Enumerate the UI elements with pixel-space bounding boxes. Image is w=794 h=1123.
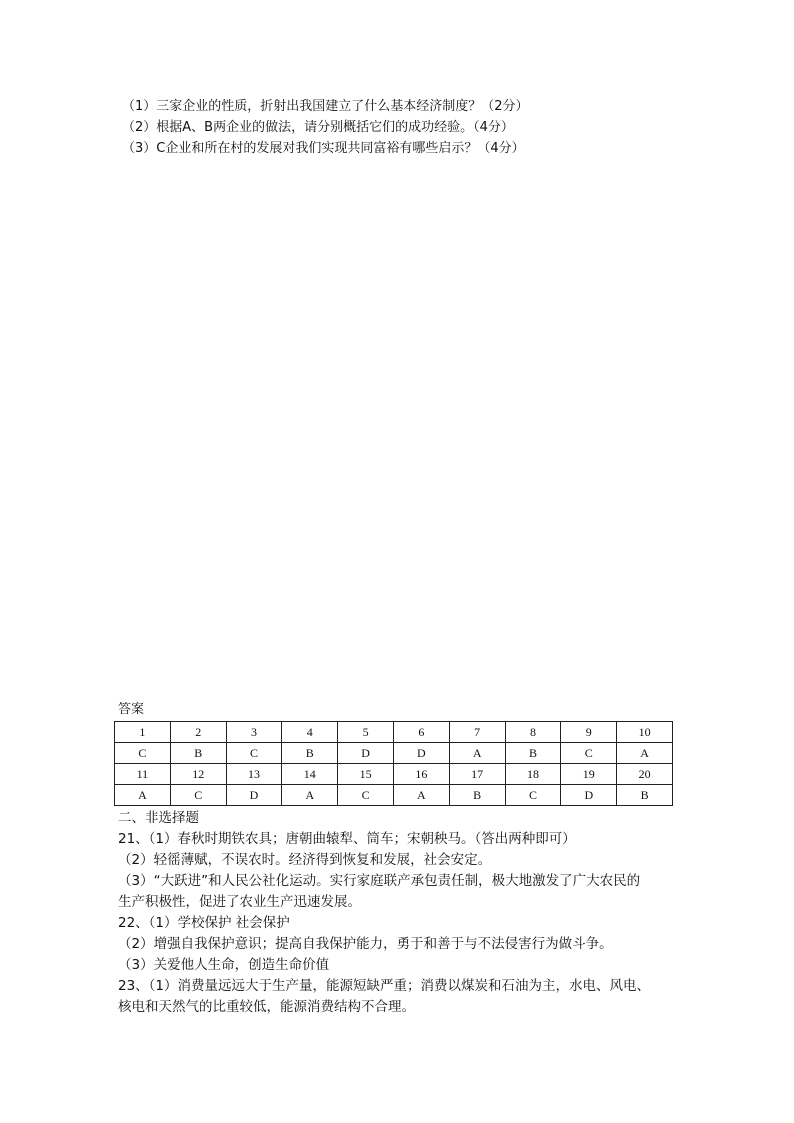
table-cell: C — [561, 743, 617, 764]
table-cell: C — [338, 785, 394, 806]
answer-line: 核电和天然气的比重较低，能源消费结构不合理。 — [118, 999, 415, 1015]
table-cell: 13 — [226, 764, 282, 785]
table-cell: 11 — [115, 764, 171, 785]
table-cell: 19 — [561, 764, 617, 785]
table-cell: 15 — [338, 764, 394, 785]
answer-line: （3）“大跃进”和人民公社化运动。实行家庭联产承包责任制，极大地激发了广大农民的 — [118, 873, 641, 889]
table-row — [115, 785, 673, 806]
table-cell: 20 — [617, 764, 673, 785]
table-cell: B — [449, 785, 505, 806]
table-cell: 16 — [393, 764, 449, 785]
question-2: （2）根据A、B两企业的做法，请分别概括它们的成功经验。（4分） — [122, 120, 514, 135]
answer-line: （3）关爱他人生命，创造生命价值 — [118, 957, 330, 973]
question-3: （3）C企业和所在村的发展对我们实现共同富裕有哪些启示？（4分） — [122, 141, 525, 156]
table-cell: 7 — [449, 722, 505, 743]
table-cell: 6 — [393, 722, 449, 743]
table-cell: D — [393, 743, 449, 764]
table-cell: 12 — [170, 764, 226, 785]
table-cell: 8 — [505, 722, 561, 743]
table-cell: B — [282, 743, 338, 764]
table-cell: 10 — [617, 722, 673, 743]
table-cell: D — [561, 785, 617, 806]
table-cell: A — [617, 743, 673, 764]
answer-line: 23、（1）消费量远远大于生产量，能源短缺严重；消费以煤炭和石油为主，水电、风电、 — [118, 978, 651, 994]
answer-line: 生产积极性，促进了农业生产迅速发展。 — [118, 894, 361, 910]
table-cell: A — [115, 785, 171, 806]
table-cell: 3 — [226, 722, 282, 743]
answer-line: （2）增强自我保护意识；提高自我保护能力，勇于和善于与不法侵害行为做斗争。 — [118, 936, 613, 952]
table-cell: C — [170, 785, 226, 806]
table-cell: C — [226, 743, 282, 764]
table-cell: B — [170, 743, 226, 764]
table-cell: D — [338, 743, 394, 764]
table-cell: 5 — [338, 722, 394, 743]
table-cell: A — [449, 743, 505, 764]
answer-line: 21、（1）春秋时期铁农具；唐朝曲辕犁、筒车；宋朝秧马。（答出两种即可） — [118, 831, 576, 847]
answers-title: 答案 — [118, 702, 145, 717]
table-row — [115, 743, 673, 764]
table-cell: B — [617, 785, 673, 806]
table-cell: A — [393, 785, 449, 806]
answer-line: 22、（1）学校保护 社会保护 — [118, 915, 290, 931]
table-cell: A — [282, 785, 338, 806]
table-cell: 14 — [282, 764, 338, 785]
table-cell: B — [505, 743, 561, 764]
section-2-title: 二、非选择题 — [118, 810, 199, 826]
answer-line: （2）轻徭薄赋，不误农时。经济得到恢复和发展，社会安定。 — [118, 852, 492, 868]
table-cell: C — [115, 743, 171, 764]
table-cell: 18 — [505, 764, 561, 785]
table-cell: 4 — [282, 722, 338, 743]
table-cell: C — [505, 785, 561, 806]
table-cell: 2 — [170, 722, 226, 743]
table-cell: 17 — [449, 764, 505, 785]
table-row — [115, 722, 673, 743]
table-cell: 1 — [115, 722, 171, 743]
table-cell: 9 — [561, 722, 617, 743]
table-cell: D — [226, 785, 282, 806]
table-row — [115, 764, 673, 785]
question-1: （1）三家企业的性质，折射出我国建立了什么基本经济制度？（2分） — [122, 99, 529, 114]
answer-table — [114, 721, 673, 806]
